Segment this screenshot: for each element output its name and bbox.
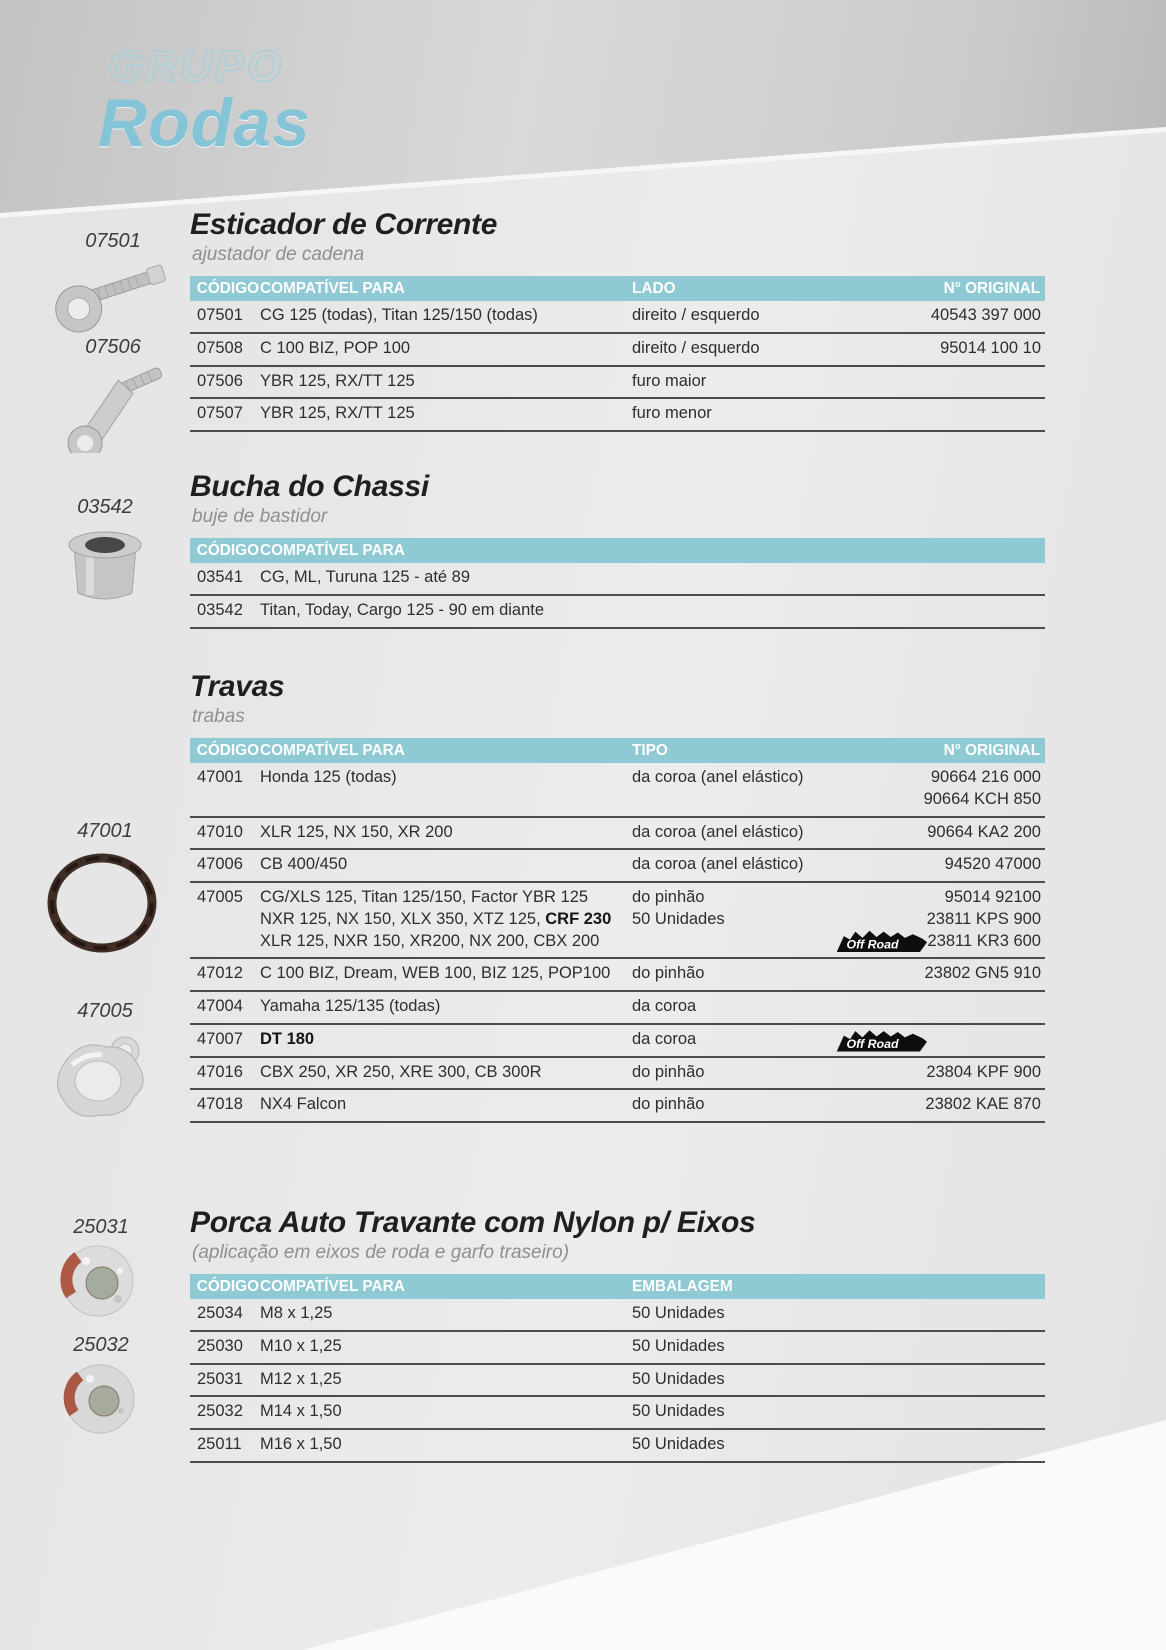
logo-title-text: Rodas xyxy=(98,85,311,161)
table-cell: 50 Unidades xyxy=(632,1369,725,1388)
table-cell: 47007 xyxy=(197,1029,243,1048)
table-cell xyxy=(882,399,1045,430)
table-cell: M12 x 1,25 xyxy=(260,1369,342,1388)
product-47005 xyxy=(30,1000,180,1130)
product-25032 xyxy=(26,1334,176,1446)
table-cell: 95014 92100 23811 KPS 900 23811 KR3 600 xyxy=(926,888,1041,950)
table-row xyxy=(190,850,1045,883)
table-cell: 07507 xyxy=(197,404,243,423)
table-cell: M10 x 1,25 xyxy=(260,1336,342,1355)
table-cell: C 100 BIZ, Dream, WEB 100, BIZ 125, POP100 xyxy=(260,964,611,983)
product-code-label: 03542 xyxy=(77,496,133,518)
table-cell: da coroa xyxy=(632,1029,697,1048)
table-cell: 25034 xyxy=(197,1304,243,1322)
off-road-badge xyxy=(835,1027,927,1054)
table-row xyxy=(190,596,1045,629)
product-47001 xyxy=(30,820,180,962)
column-header: COMPATÍVEL PARA xyxy=(260,1277,405,1295)
table-row xyxy=(190,1332,1045,1365)
table-cell: C 100 BIZ, POP 100 xyxy=(260,338,411,357)
logo-group-text: GRUPO xyxy=(108,42,285,91)
table-cell: da coroa (anel elástico) xyxy=(632,855,804,874)
table-row xyxy=(190,818,1045,851)
table-cell: do pinhão xyxy=(632,1095,705,1114)
table-cell: Honda 125 (todas) xyxy=(260,768,397,786)
product-07501 xyxy=(38,230,188,344)
table-cell: Titan, Today, Cargo 125 - 90 em diante xyxy=(260,600,545,619)
table-row xyxy=(190,763,1045,818)
section-subtitle: ajustador de cadena xyxy=(192,244,365,265)
table-cell: 23802 KAE 870 xyxy=(925,1095,1041,1114)
table-cell: M14 x 1,50 xyxy=(260,1402,342,1421)
table-header-row xyxy=(190,1274,1045,1299)
section-title: Porca Auto Travante com Nylon p/ Eixos xyxy=(190,1206,756,1239)
column-header: CÓDIGO xyxy=(196,741,260,759)
table-cell: 03542 xyxy=(197,600,243,619)
table-row xyxy=(190,1397,1045,1430)
table-row xyxy=(190,992,1045,1025)
parts-table xyxy=(190,1274,1045,1463)
table-cell: 95014 100 10 xyxy=(940,338,1041,357)
table-cell: 03541 xyxy=(197,568,243,586)
table-cell: direito / esquerdo xyxy=(632,338,760,357)
lock-nut-photo xyxy=(26,1359,176,1441)
table-row xyxy=(190,301,1045,334)
table-cell: 23802 GN5 910 xyxy=(924,964,1041,983)
bushing-photo xyxy=(30,521,180,607)
table-cell: 25031 xyxy=(197,1369,243,1388)
product-03542 xyxy=(30,496,180,612)
column-header: EMBALAGEM xyxy=(632,1277,733,1295)
table-row xyxy=(190,334,1045,367)
table-cell: YBR 125, RX/TT 125 xyxy=(260,371,415,390)
table-cell: direito / esquerdo xyxy=(632,306,760,324)
table-cell: do pinhão xyxy=(632,964,705,983)
table-cell: 47016 xyxy=(197,1062,243,1081)
table-cell: 90664 216 000 90664 KCH 850 xyxy=(923,768,1041,808)
table-cell: furo maior xyxy=(632,371,707,390)
table-cell: 07501 xyxy=(197,306,243,324)
section-esticador-de-corrente xyxy=(190,208,1045,432)
section-title: Travas xyxy=(190,670,285,703)
product-code-label: 25031 xyxy=(73,1216,129,1238)
column-header: TIPO xyxy=(632,741,668,759)
parts-table xyxy=(190,538,1045,629)
column-header: COMPATÍVEL PARA xyxy=(260,541,405,559)
table-cell: furo menor xyxy=(632,404,712,423)
product-code-label: 25032 xyxy=(73,1334,129,1356)
table-cell: 47005 xyxy=(197,888,243,907)
circlip-photo xyxy=(30,845,180,957)
product-code-label: 07501 xyxy=(85,230,141,252)
logo xyxy=(98,42,311,162)
section-travas xyxy=(190,670,1045,1123)
lock-nut-photo xyxy=(26,1241,176,1323)
section-title: Esticador de Corrente xyxy=(190,208,498,241)
table-cell: DT 180 xyxy=(260,1029,315,1048)
table-cell: 47018 xyxy=(197,1095,243,1114)
table-header-row xyxy=(190,276,1045,301)
table-cell: XLR 125, NX 150, XR 200 xyxy=(260,822,453,841)
table-cell: YBR 125, RX/TT 125 xyxy=(260,404,415,423)
table-cell: da coroa (anel elástico) xyxy=(632,822,804,841)
table-cell: do pinhão 50 Unidades xyxy=(632,888,725,928)
table-row xyxy=(190,367,1045,400)
product-code-label: 47001 xyxy=(77,820,133,842)
section-title: Bucha do Chassi xyxy=(190,470,429,503)
table-cell: da coroa (anel elástico) xyxy=(632,768,804,786)
table-cell: CG, ML, Turuna 125 - até 89 xyxy=(260,568,471,586)
table-cell: CB 400/450 xyxy=(260,855,348,874)
section-subtitle: trabas xyxy=(192,706,245,727)
table-cell: 25030 xyxy=(197,1336,243,1355)
table-cell: 47012 xyxy=(197,964,243,983)
table-row xyxy=(190,1430,1045,1463)
table-cell: 50 Unidades xyxy=(632,1435,725,1454)
table-row xyxy=(190,1058,1045,1091)
table-cell: 23804 KPF 900 xyxy=(926,1062,1041,1081)
section-subtitle: (aplicação em eixos de roda e garfo traseiro) xyxy=(192,1242,570,1263)
table-cell: 25011 xyxy=(197,1435,242,1454)
column-header: N° ORIGINAL xyxy=(943,741,1041,759)
table-header-row xyxy=(190,538,1045,563)
table-row xyxy=(190,1090,1045,1123)
table-cell: 07506 xyxy=(197,371,243,390)
table-cell xyxy=(882,367,1045,398)
column-header: CÓDIGO xyxy=(196,1277,260,1295)
table-cell: M8 x 1,25 xyxy=(260,1304,333,1322)
parts-table xyxy=(190,276,1045,432)
table-row xyxy=(190,563,1045,596)
table-cell: 47006 xyxy=(197,855,243,874)
column-header: CÓDIGO xyxy=(196,541,260,559)
table-cell: do pinhão xyxy=(632,1062,705,1081)
off-road-badge xyxy=(835,927,927,954)
table-cell: M16 x 1,50 xyxy=(260,1435,342,1454)
table-cell: 50 Unidades xyxy=(632,1336,725,1355)
table-row xyxy=(190,1365,1045,1398)
table-row xyxy=(190,959,1045,992)
table-cell: 50 Unidades xyxy=(632,1402,725,1421)
table-row xyxy=(190,399,1045,432)
table-cell: 50 Unidades xyxy=(632,1304,725,1322)
svg-text:Off Road: Off Road xyxy=(846,937,899,952)
column-header: COMPATÍVEL PARA xyxy=(260,741,405,759)
table-cell: 90664 KA2 200 xyxy=(927,822,1041,841)
table-cell: CBX 250, XR 250, XRE 300, CB 300R xyxy=(260,1062,542,1081)
table-cell: 47004 xyxy=(197,997,243,1016)
table-cell: Yamaha 125/135 (todas) xyxy=(260,997,441,1016)
product-25031 xyxy=(26,1216,176,1328)
parts-table xyxy=(190,738,1045,1123)
section-bucha-do-chassi xyxy=(190,470,1045,629)
product-code-label: 47005 xyxy=(77,1000,133,1022)
table-cell: CG 125 (todas), Titan 125/150 (todas) xyxy=(260,306,538,324)
table-cell: 25032 xyxy=(197,1402,243,1421)
table-row xyxy=(190,1025,1045,1058)
table-header-row xyxy=(190,738,1045,763)
table-row xyxy=(190,1299,1045,1332)
section-porca-auto-travante xyxy=(190,1206,1045,1463)
table-cell: 07508 xyxy=(197,338,243,357)
column-header: LADO xyxy=(632,279,676,297)
svg-text:Off Road: Off Road xyxy=(846,1037,899,1052)
column-header: COMPATÍVEL PARA xyxy=(260,279,405,297)
table-cell xyxy=(882,992,1045,1023)
table-cell: 94520 47000 xyxy=(944,855,1041,874)
table-cell: 40543 397 000 xyxy=(930,306,1041,324)
product-07506 xyxy=(38,336,188,458)
table-cell: NX4 Falcon xyxy=(260,1095,347,1114)
product-code-label: 07506 xyxy=(85,336,141,358)
table-row xyxy=(190,883,1045,959)
table-cell: 47010 xyxy=(197,822,243,841)
column-header: N° ORIGINAL xyxy=(943,279,1041,297)
chain-adjuster-photo xyxy=(38,361,188,453)
section-subtitle: buje de bastidor xyxy=(192,506,328,527)
table-cell: 47001 xyxy=(197,768,243,786)
column-header: CÓDIGO xyxy=(196,279,260,297)
table-cell: CG/XLS 125, Titan 125/150, Factor YBR 125 NXR 125, NX 150, XLX 350, XTZ 125, CRF 230 XLR 125, NXR 150, XR200, NX 200, CBX 200 xyxy=(260,888,612,950)
table-cell: da coroa xyxy=(632,997,697,1016)
lock-washer-photo xyxy=(30,1025,180,1125)
chain-adjuster-photo xyxy=(38,255,188,339)
